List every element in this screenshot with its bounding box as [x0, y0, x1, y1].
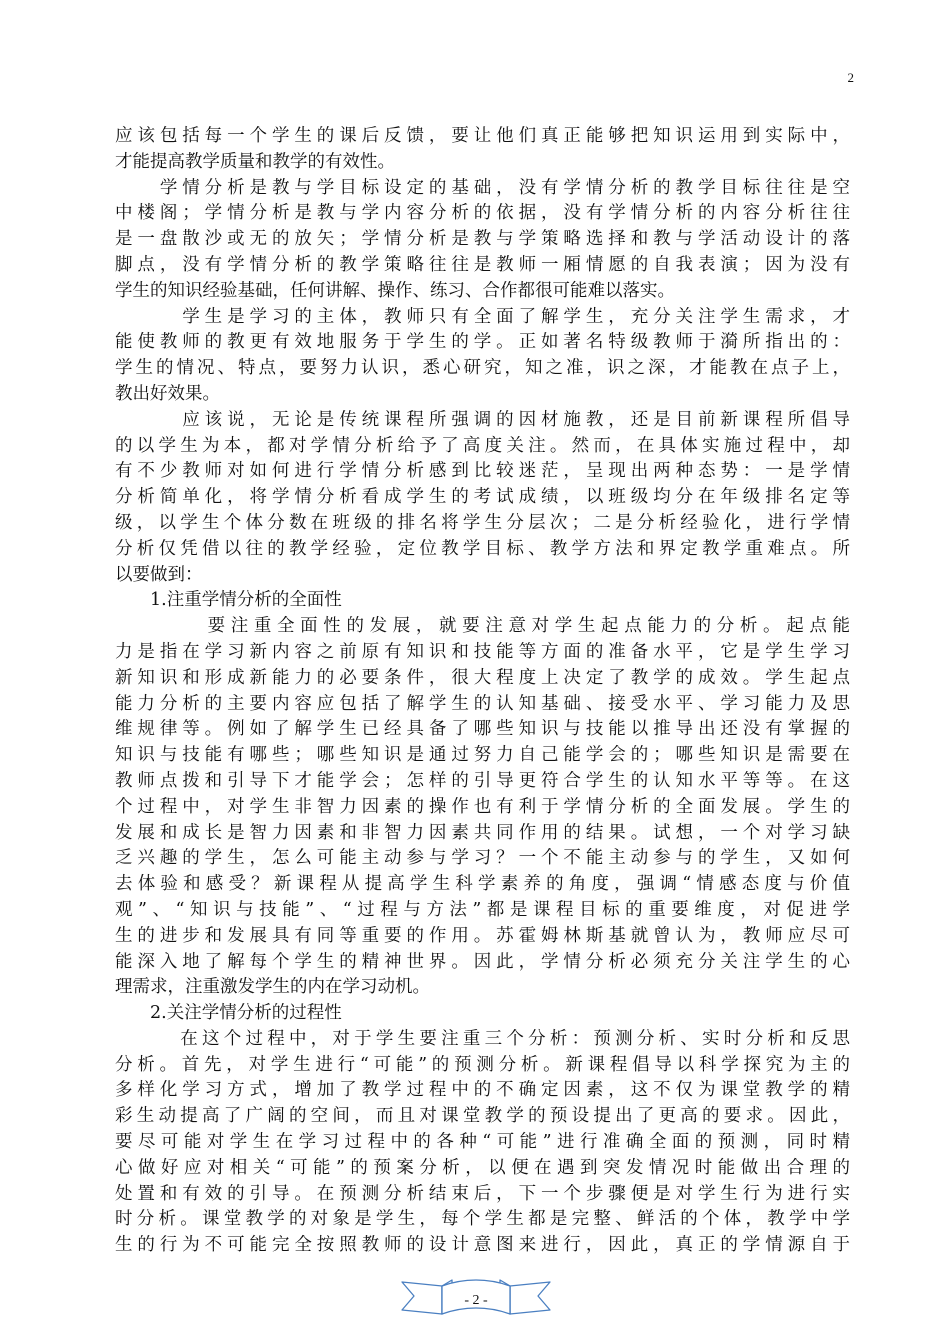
- body-line: 要注重全面性的发展，就要注意对学生起点能力的分析。起点能: [115, 616, 850, 637]
- body-line: 维规律等。例如了解学生已经具备了哪些知识与技能以推导出还没有掌握的: [115, 719, 850, 740]
- body-line: 多样化学习方式，增加了教学过程中的不确定因素，这不仅为课堂教学的精: [115, 1080, 850, 1101]
- footer-ribbon: [398, 1268, 554, 1330]
- body-line: 有不少教师对如何进行学情分析感到比较迷茫，呈现出两种态势：一是学情: [115, 461, 850, 482]
- body-line: 应该说，无论是传统课程所强调的因材施教，还是目前新课程所倡导: [115, 409, 850, 430]
- body-line: 彩生动提高了广阔的空间，而且对课堂教学的预设提出了更高的要求。因此，: [115, 1106, 850, 1127]
- body-line: 的以学生为本，都对学情分析给予了高度关注。然而，在具体实施过程中，却: [115, 435, 850, 456]
- body-line: 力是指在学习新内容之前原有知识和技能等方面的准备水平，它是学生学习: [115, 641, 850, 662]
- body-line: 理需求，注重激发学生的内在学习动机。: [115, 977, 430, 998]
- body-line: 发展和成长是智力因素和非智力因素共同作用的结果。试想，一个对学习缺: [115, 822, 850, 843]
- body-line: 要尽可能对学生在学习过程中的各种“可能”进行准确全面的预测，同时精: [115, 1132, 850, 1153]
- body-line: 教师点拨和引导下才能学会；怎样的引导更符合学生的认知水平等等。在这: [115, 770, 850, 791]
- body-line: 新知识和形成新能力的必要条件，很大程度上决定了教学的成效。学生起点: [115, 667, 850, 688]
- body-line: 以要做到：: [115, 564, 203, 585]
- body-line: 学生的知识经验基础，任何讲解、操作、练习、合作都很可能难以落实。: [115, 280, 675, 301]
- footer-page-number: - 2 -: [464, 1293, 488, 1308]
- body-line: 分析。首先，对学生进行“可能”的预测分析。新课程倡导以科学探究为主的: [115, 1054, 850, 1075]
- body-line: 处置和有效的引导。在预测分析结束后，下一个步骤便是对学生行为进行实: [115, 1183, 850, 1204]
- body-line: 生的进步和发展具有同等重要的作用。苏霍姆林斯基就曾认为，教师应尽可: [115, 925, 850, 946]
- document-body: [115, 124, 850, 1259]
- section-heading: 1.注重学情分析的全面性: [115, 590, 342, 611]
- body-line: 个过程中，对学生非智力因素的操作也有利于学情分析的全面发展。学生的: [115, 796, 850, 817]
- body-line: 才能提高教学质量和教学的有效性。: [115, 151, 395, 172]
- body-line: 分析仅凭借以往的教学经验，定位教学目标、教学方法和界定教学重难点。所: [115, 538, 850, 559]
- body-line: 在这个过程中，对于学生要注重三个分析：预测分析、实时分析和反思: [115, 1028, 850, 1049]
- body-line: 生的行为不可能完全按照教师的设计意图来进行，因此，真正的学情源自于: [115, 1235, 850, 1256]
- body-line: 知识与技能有哪些；哪些知识是通过努力自己能学会的；哪些知识是需要在: [115, 745, 850, 766]
- body-line: 能使教师的教更有效地服务于学生的学。正如著名特级教师于漪所指出的：: [115, 332, 850, 353]
- body-line: 学情分析是教与学目标设定的基础，没有学情分析的教学目标往往是空: [115, 177, 850, 198]
- body-line: 学生是学习的主体，教师只有全面了解学生，充分关注学生需求，才: [115, 306, 850, 327]
- body-line: 时分析。课堂教学的对象是学生，每个学生都是完整、鲜活的个体，教学中学: [115, 1209, 850, 1230]
- header-page-number: 2: [847, 70, 854, 85]
- body-line: 观”、“知识与技能”、“过程与方法”都是课程目标的重要维度，对促进学: [115, 899, 850, 920]
- body-line: 分析简单化，将学情分析看成学生的考试成绩，以班级均分在年级排名定等: [115, 487, 850, 508]
- body-line: 去体验和感受？新课程从提高学生科学素养的角度，强调“情感态度与价值: [115, 874, 850, 895]
- section-heading: 2.关注学情分析的过程性: [115, 1003, 342, 1024]
- body-line: 心做好应对相关“可能”的预案分析，以便在遇到突发情况时能做出合理的: [115, 1157, 850, 1178]
- body-line: 乏兴趣的学生，怎么可能主动参与学习？一个不能主动参与的学生，又如何: [115, 848, 850, 869]
- body-line: 脚点，没有学情分析的教学策略往往是教师一厢情愿的自我表演；因为没有: [115, 254, 850, 275]
- body-line: 级，以学生个体分数在班级的排名将学生分层次；二是分析经验化，进行学情: [115, 512, 850, 533]
- body-line: 是一盘散沙或无的放矢；学情分析是教与学策略选择和教与学活动设计的落: [115, 229, 850, 250]
- body-line: 中楼阁；学情分析是教与学内容分析的依据，没有学情分析的内容分析往往: [115, 203, 850, 224]
- body-line: 教出好效果。: [115, 383, 220, 404]
- body-line: 能深入地了解每个学生的精神世界。因此，学情分析必须充分关注学生的心: [115, 951, 850, 972]
- body-line: 能力分析的主要内容应包括了解学生的认知基础、接受水平、学习能力及思: [115, 693, 850, 714]
- body-line: 学生的情况、特点，要努力认识，悉心研究，知之准，识之深，才能教在点子上，: [115, 358, 850, 379]
- body-line: 应该包括每一个学生的课后反馈，要让他们真正能够把知识运用到实际中，: [115, 126, 850, 146]
